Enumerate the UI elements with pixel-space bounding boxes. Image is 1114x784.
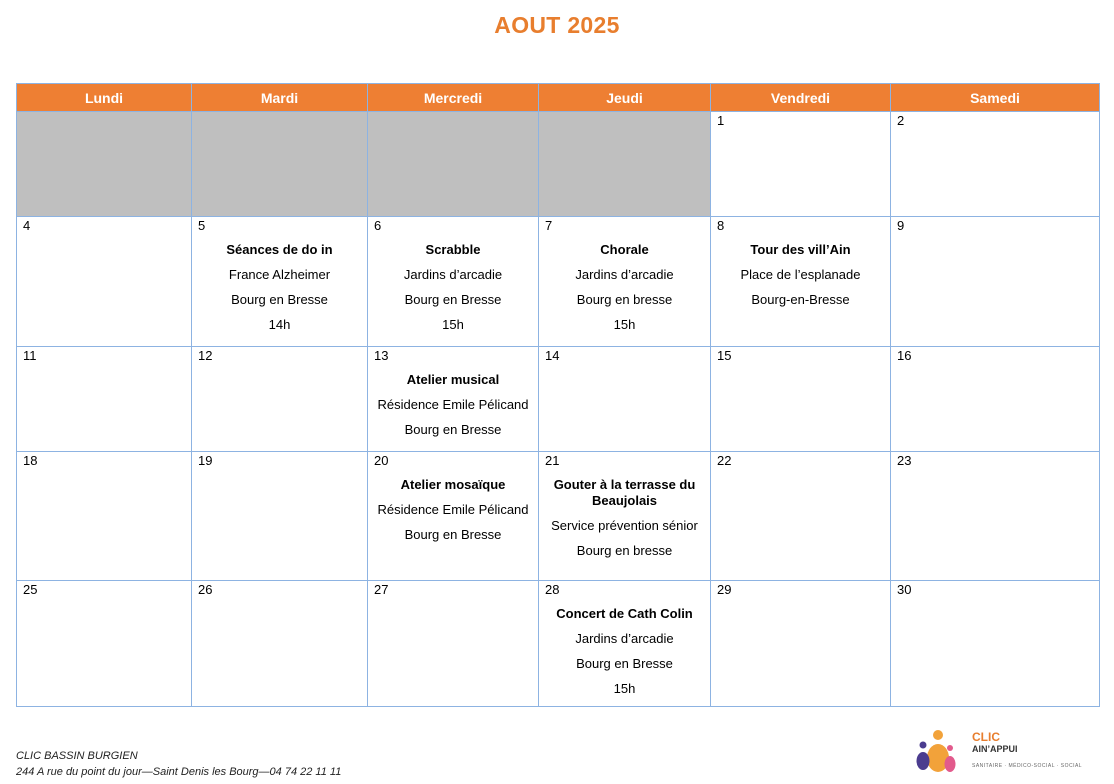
day-number: 14: [545, 348, 560, 363]
day-cell: [17, 452, 192, 581]
day-number: 23: [897, 453, 912, 468]
event: [711, 242, 890, 308]
day-cell: [539, 347, 711, 452]
event-time: 15h: [442, 317, 464, 332]
event-location: Bourg en Bresse: [231, 292, 328, 307]
event: [192, 242, 367, 333]
day-cell: [539, 217, 711, 347]
day-number: 12: [198, 348, 213, 363]
day-number: 15: [717, 348, 732, 363]
event-time: 15h: [613, 681, 636, 696]
empty-day-cell: [368, 112, 539, 217]
event-organizer: Service prévention sénior: [551, 518, 698, 533]
day-cell: [539, 452, 711, 581]
day-cell: [17, 217, 192, 347]
event-venue: Résidence Emile Pélicand: [377, 502, 529, 517]
day-cell: [539, 581, 711, 707]
day-cell: [368, 452, 539, 581]
empty-day-cell: [17, 112, 192, 217]
week-row: [17, 581, 1100, 707]
day-number: 9: [897, 218, 905, 233]
day-number: 4: [23, 218, 31, 233]
weekday-mercredi: Mercredi: [368, 84, 539, 112]
event-location: Bourg-en-Bresse: [751, 292, 850, 307]
day-cell: [192, 452, 368, 581]
event-time: 15h: [613, 317, 636, 332]
footer: [16, 748, 341, 780]
event-title: Concert de Cath Colin: [556, 606, 693, 621]
clic-logo: [912, 728, 1092, 778]
event-location: Bourg en bresse: [576, 292, 673, 307]
event-title: Chorale: [600, 242, 649, 257]
day-number: 26: [198, 582, 213, 597]
day-number: 25: [23, 582, 38, 597]
day-cell: [368, 217, 539, 347]
event-location: Bourg en Bresse: [404, 422, 502, 437]
day-number: 22: [717, 453, 732, 468]
week-row: [17, 217, 1100, 347]
event-title: Gouter à la terrasse du Beaujolais: [553, 477, 696, 508]
day-number: 1: [717, 113, 725, 128]
day-cell: [711, 112, 891, 217]
event: [539, 477, 710, 559]
day-number: 27: [374, 582, 389, 597]
day-number: 21: [545, 453, 560, 468]
event-location: Bourg en Bresse: [404, 292, 502, 307]
event-title: Atelier musical: [406, 372, 500, 387]
event-venue: Jardins d’arcadie: [575, 631, 674, 646]
week-row: [17, 347, 1100, 452]
day-number: 30: [897, 582, 912, 597]
day-cell: [891, 217, 1100, 347]
weekday-header-row: [17, 84, 1100, 112]
day-cell: [711, 217, 891, 347]
event: [368, 242, 538, 333]
weekday-mardi: Mardi: [192, 84, 368, 112]
event-organizer: France Alzheimer: [228, 267, 331, 282]
day-cell: [711, 581, 891, 707]
day-number: 7: [545, 218, 553, 233]
event-venue: Jardins d’arcadie: [403, 267, 503, 282]
event: [368, 372, 538, 438]
event-location: Bourg en bresse: [576, 543, 673, 558]
day-cell: [192, 581, 368, 707]
weekday-samedi: Samedi: [891, 84, 1100, 112]
event-title: Scrabble: [425, 242, 481, 257]
day-number: 11: [23, 348, 37, 363]
people-logo-icon: [912, 728, 970, 776]
day-number: 5: [198, 218, 206, 233]
day-number: 6: [374, 218, 382, 233]
event: [368, 477, 538, 543]
logo-tagline: SANITAIRE · MÉDICO-SOCIAL · SOCIAL: [972, 763, 1083, 769]
footer-organization: CLIC BASSIN BURGIEN: [16, 750, 138, 762]
event-venue: Jardins d’arcadie: [575, 267, 674, 282]
empty-day-cell: [192, 112, 368, 217]
day-number: 19: [198, 453, 213, 468]
day-cell: [17, 347, 192, 452]
weekday-lundi: Lundi: [17, 84, 192, 112]
day-cell: [891, 452, 1100, 581]
event-location: Bourg en Bresse: [576, 656, 673, 671]
day-number: 28: [545, 582, 560, 597]
event-location: Bourg en Bresse: [404, 527, 502, 542]
day-cell: [192, 347, 368, 452]
event: [539, 242, 710, 333]
day-number: 2: [897, 113, 905, 128]
day-number: 20: [374, 453, 389, 468]
event-venue: Place de l’esplanade: [740, 267, 861, 282]
day-cell: [711, 452, 891, 581]
day-cell: [891, 347, 1100, 452]
day-cell: [891, 581, 1100, 707]
week-row: [17, 452, 1100, 581]
empty-day-cell: [539, 112, 711, 217]
event-title: Atelier mosaïque: [400, 477, 506, 492]
calendar-title: AOUT 2025: [494, 12, 620, 38]
event-venue: Résidence Emile Pélicand: [377, 397, 529, 412]
day-number: 13: [374, 348, 389, 363]
event-title: Séances de do in: [226, 242, 333, 257]
footer-address: 244 A rue du point du jour—Saint Denis les Bourg—04 74 22 11 11: [16, 766, 342, 778]
event-time: 14h: [268, 317, 291, 332]
day-number: 29: [717, 582, 732, 597]
logo-subtitle: AIN’APPUI: [972, 744, 1018, 754]
day-cell: [368, 347, 539, 452]
event-title: Tour des vill’Ain: [750, 242, 851, 257]
day-cell: [192, 217, 368, 347]
day-number: 18: [23, 453, 38, 468]
day-cell: [17, 581, 192, 707]
day-number: 8: [717, 218, 725, 233]
event: [539, 606, 710, 697]
logo-name: CLIC: [972, 730, 1000, 744]
calendar-grid: [16, 83, 1100, 707]
day-number: 16: [897, 348, 912, 363]
week-row: [17, 112, 1100, 217]
day-cell: [891, 112, 1100, 217]
day-cell: [711, 347, 891, 452]
weekday-jeudi: Jeudi: [539, 84, 711, 112]
day-cell: [368, 581, 539, 707]
weekday-vendredi: Vendredi: [711, 84, 891, 112]
